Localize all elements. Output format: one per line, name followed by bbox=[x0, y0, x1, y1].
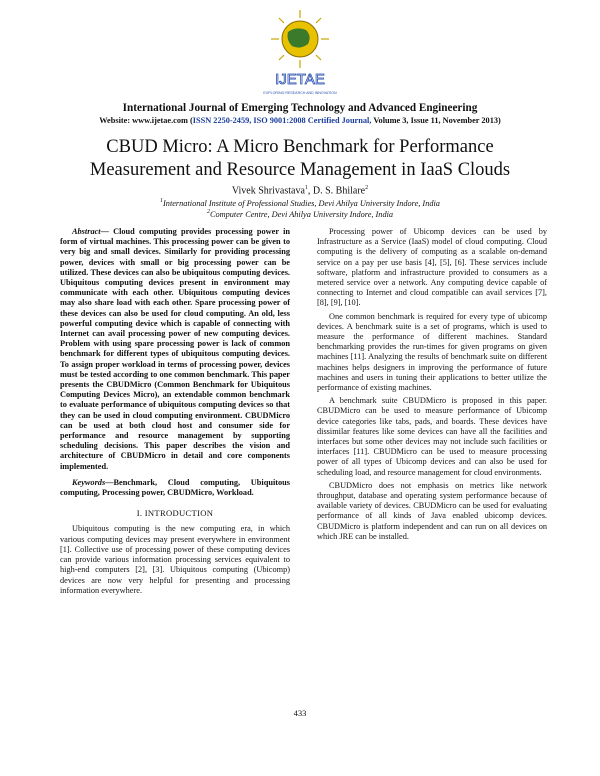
title-line-1: CBUD Micro: A Micro Benchmark for Performance bbox=[106, 137, 494, 157]
keywords-text: Benchmark, Cloud computing, Ubiquitous computing, Processing power, CBUDMicro, Workload. bbox=[60, 477, 290, 498]
aff-2-sup: 2 bbox=[206, 209, 210, 215]
abstract-lead: Abstract— bbox=[72, 227, 109, 236]
keywords-lead: Keywords— bbox=[72, 477, 114, 487]
authors bbox=[0, 185, 600, 196]
abstract-text: Cloud computing provides processing power in form of virtual machines. This processing power can be given to very big and small devices. Similarly for providing processing power, devices with small or big processing power can be utilized. These devices can also be ubiquitous computing devices. Ubiquitous computing devices present in environment may communicate with each other. Ubiquitous computing devices may also share load with each other. Spare processing power of these devices can also be used for cloud computing. An old, less powerful computing device which is capable of connecting with Internet can avail processing power of new computing devices. Problem with using spare processing power is lack of common benchmark for different types of ubiquitous computing devices. To assign proper workload in terms of processing power, devices must be tested according to one common benchmark. This paper presents the CBUDMicro (Common Benchmark for Ubiquitous Computing Devices Micro), an extendable common benchmark to evaluate performance of ubiquitous computing devices so that they can be used in cloud computing environment. CBUDMicro can be used at both cloud host and consumer side for performance and resource management by supporting scheduling decisions. This paper describes the vision and architecture of CBUDMicro in detail and core components implemented. bbox=[60, 227, 290, 471]
right-column bbox=[317, 227, 547, 545]
title-line-2: Measurement and Resource Management in IaaS Clouds bbox=[89, 160, 511, 180]
affiliation-1 bbox=[0, 198, 600, 208]
affiliation-2 bbox=[0, 209, 600, 219]
keywords bbox=[60, 478, 290, 498]
website-prefix[interactable]: Website: www.ijetae.com ( bbox=[99, 116, 193, 125]
aff-1-sup: 1 bbox=[160, 198, 164, 204]
author-1: Vivek Shrivastava bbox=[231, 185, 305, 197]
logo-name: IJETAE bbox=[275, 71, 325, 88]
volume-info: Volume 3, Issue 11, November 2013) bbox=[371, 116, 501, 125]
right-paragraph-1: Processing power of Ubicomp devices can be used by Infrastructure as a Service (IaaS) model of cloud computing. Cloud computing is the delivery of computing as a scalable on-demand service on a pay per use basis [4], [5], [6]. These services include software, platform and infrastructure provided to consumers as a metered service over a network. Any computing device capable of connecting to Internet and cloud compatible can avail services [7], [8], [9], [10]. bbox=[317, 227, 547, 308]
aff-1-text: International Institute of Professional Studies, Devi Ahilya University Indore, India bbox=[163, 198, 440, 208]
section-heading: I. INTRODUCTION bbox=[136, 508, 214, 519]
issn: ISSN 2250-2459, ISO 9001:2008 Certified Journal, bbox=[192, 116, 372, 125]
paper-title bbox=[0, 136, 600, 182]
journal-website bbox=[0, 116, 600, 125]
author-2: , D. S. Bhilare bbox=[307, 185, 366, 197]
left-column bbox=[60, 227, 290, 599]
abstract bbox=[60, 227, 290, 472]
right-paragraph-3: A benchmark suite CBUDMicro is proposed in this paper. CBUDMicro can be used to measure performance of Ubicomp device categories like tabs, pads, and boards. These devices have dissimilar features like some devices can have all the facilities and interfaces but some other devices may not include such facilities or interfaces [11]. CBUDMicro can be used to measure processing power of all types of Ubicomp devices and can also be used for scheduling load, and resource management for cloud environments. bbox=[317, 396, 547, 477]
right-paragraph-4: CBUDMicro does not emphasis on metrics like network throughput, database and operating system performance because of available variety of devices. CBUDMicro can be used for evaluating performance of all kinds of Java enabled ubicomp devices. CBUDMicro is platform independent and can run on all devices on which JRE can be installed. bbox=[317, 480, 547, 541]
logo-tagline: EXPLORING RESEARCH AND INNOVATION bbox=[263, 91, 337, 95]
author-1-sup: 1 bbox=[304, 185, 308, 191]
intro-paragraph-1: Ubiquitous computing is the new computing era, in which various computing devices may present everywhere in environment [1]. Collective use of processing power of these computing devices can provide various information processing services equivalent to high-end computers [2], [3]. Ubiquitous computing (Ubicomp) devices are now very helpful for presenting and processing information everywhere. bbox=[60, 524, 290, 595]
author-2-sup: 2 bbox=[365, 185, 369, 191]
aff-2-text: Computer Centre, Devi Ahilya University Indore, India bbox=[209, 209, 394, 219]
journal-logo bbox=[262, 8, 338, 100]
right-paragraph-2: One common benchmark is required for every type of ubicomp devices. A benchmark suite is a set of programs, which is used to measure the performance of different machines. Standard benchmarking provides the run-times for given programs on given machines [11]. Analyzing the results of benchmark suite on different machines helps designers in improving the performance of future machines and users in tuning their applications to better utilize the performance of existing machines. bbox=[317, 311, 547, 393]
journal-name: International Journal of Emerging Technology and Advanced Engineering bbox=[122, 102, 478, 114]
page-number: 433 bbox=[293, 708, 307, 718]
